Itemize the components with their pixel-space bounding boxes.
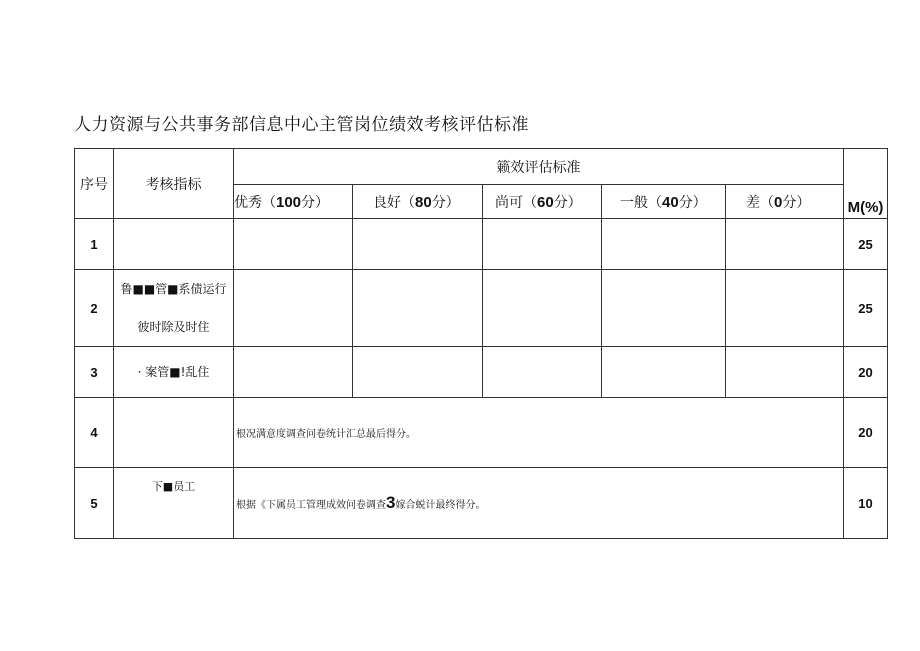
table-row [75, 347, 888, 398]
level-average [602, 185, 726, 219]
row-seq: 1 [75, 219, 114, 270]
cell-poor [726, 219, 844, 270]
level-excellent [234, 185, 353, 219]
level-unit: 分） [553, 194, 582, 211]
level-score: 60 [537, 193, 554, 211]
header-row-top [75, 149, 888, 185]
level-label: 一般（ [620, 194, 662, 211]
level-label: 差（ [746, 194, 774, 211]
description-text: 根据《下属员工管理成效问卷调查 [236, 500, 386, 511]
level-score: 80 [415, 193, 432, 211]
level-score: 40 [662, 193, 679, 211]
row-indicator: 下■员工 [114, 468, 234, 539]
cell-excellent [234, 347, 353, 398]
level-unit: 分） [678, 194, 707, 211]
level-score: 0 [774, 193, 783, 211]
description-number: 3 [386, 493, 396, 512]
level-label: 优秀（ [234, 194, 276, 211]
level-unit: 分） [782, 194, 811, 211]
cell-good [353, 347, 483, 398]
document-title: 人力资源与公共事务部信息中心主管岗位绩效考核评估标准 [74, 115, 529, 135]
table-row [75, 398, 888, 468]
row-indicator [114, 219, 234, 270]
cell-fair [483, 270, 602, 347]
cell-good [353, 219, 483, 270]
level-fair [483, 185, 602, 219]
cell-average [602, 219, 726, 270]
row-weight: 25 [844, 219, 888, 270]
header-indicator: 考核指标 [114, 149, 234, 219]
description-text: 嫁合蜕计最终得分。 [395, 500, 486, 511]
cell-fair [483, 219, 602, 270]
level-poor [726, 185, 844, 219]
row-weight: 20 [844, 347, 888, 398]
level-unit: 分） [431, 194, 460, 211]
header-standard: 籁效评估标准 [234, 149, 844, 185]
row-description: 根况满意度调查问卷统计汇总最后得分。 [234, 398, 844, 468]
cell-fair [483, 347, 602, 398]
indicator-line: 彼时除及时住 [137, 320, 210, 334]
row-seq: 2 [75, 270, 114, 347]
row-description [234, 468, 844, 539]
row-indicator [114, 270, 234, 347]
header-weight: M(%) [844, 149, 888, 219]
cell-average [602, 270, 726, 347]
cell-excellent [234, 270, 353, 347]
cell-excellent [234, 219, 353, 270]
cell-poor [726, 270, 844, 347]
indicator-line: 鲁■■管■系债运行 [120, 282, 227, 296]
table-row [75, 270, 888, 347]
level-label: 尚可（ [495, 194, 537, 211]
row-indicator [114, 398, 234, 468]
evaluation-table [74, 148, 888, 539]
cell-poor [726, 347, 844, 398]
level-label: 良好（ [373, 194, 415, 211]
row-seq: 5 [75, 468, 114, 539]
level-good [353, 185, 483, 219]
row-weight: 20 [844, 398, 888, 468]
cell-good [353, 270, 483, 347]
level-unit: 分） [301, 194, 330, 211]
header-seq: 序号 [75, 149, 114, 219]
row-indicator: · 案管■!乱住 [114, 347, 234, 398]
cell-average [602, 347, 726, 398]
row-weight: 10 [844, 468, 888, 539]
table-row [75, 468, 888, 539]
row-seq: 3 [75, 347, 114, 398]
row-seq: 4 [75, 398, 114, 468]
row-weight: 25 [844, 270, 888, 347]
table-row [75, 219, 888, 270]
level-score: 100 [276, 193, 302, 211]
